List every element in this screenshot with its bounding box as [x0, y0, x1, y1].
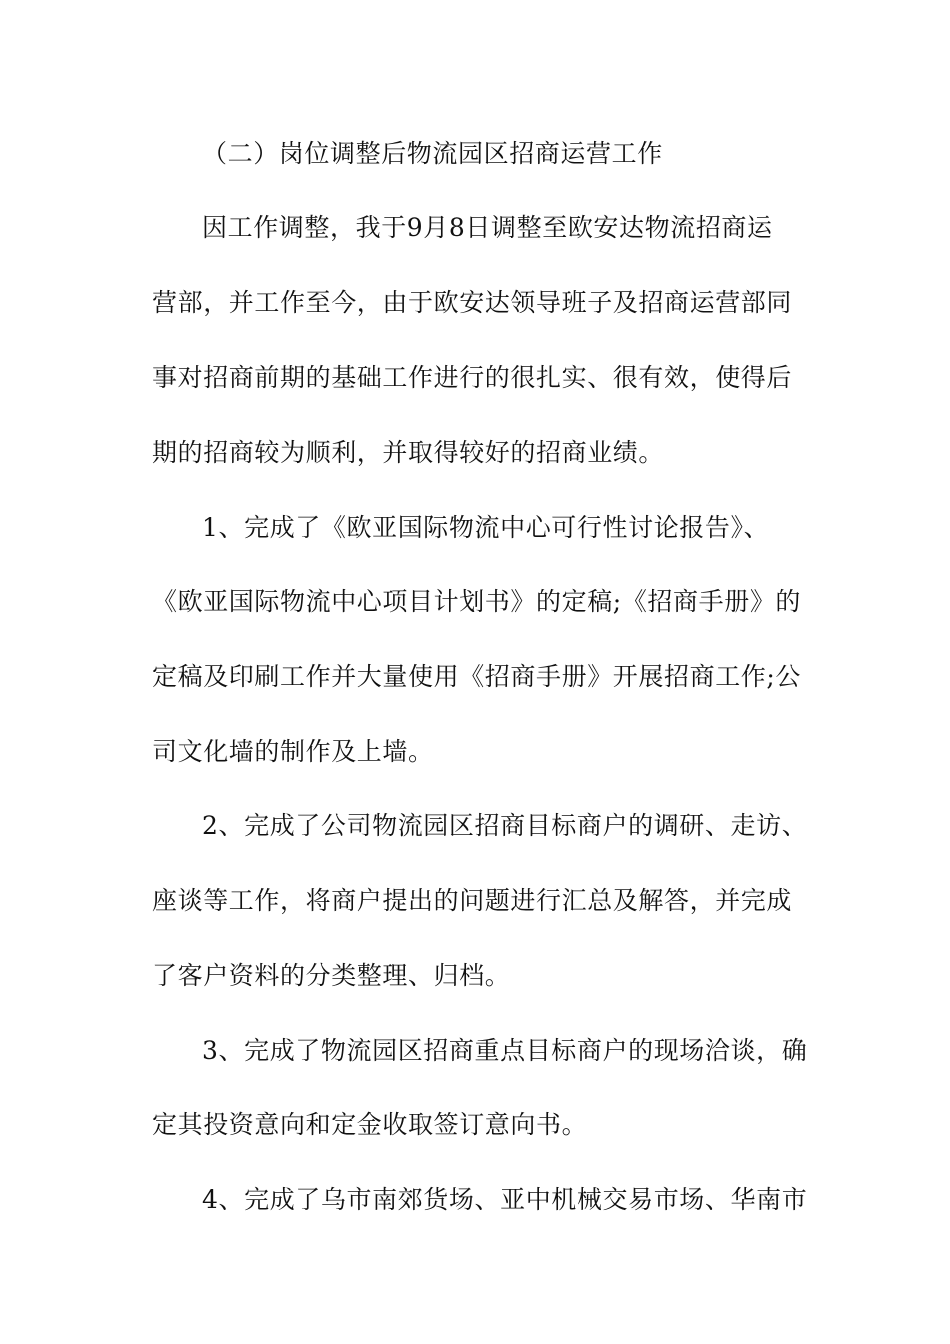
paragraph-line: 定稿及印刷工作并大量使用《招商手册》开展招商工作;公 [152, 662, 802, 691]
paragraph-line: 营部，并工作至今，由于欧安达领导班子及招商运营部同 [152, 288, 793, 317]
paragraph-line: 期的招商较为顺利，并取得较好的招商业绩。 [152, 438, 665, 467]
section-heading: （二）岗位调整后物流园区招商运营工作 [202, 139, 663, 168]
paragraph-line: 司文化墙的制作及上墙。 [152, 737, 434, 766]
paragraph-line: 3、完成了物流园区招商重点目标商户的现场洽谈，确 [202, 1036, 808, 1065]
paragraph-line: 因工作调整，我于9月8日调整至欧安达物流招商运 [202, 213, 773, 242]
paragraph-line: 了客户资料的分类整理、归档。 [152, 961, 511, 990]
paragraph-line: 《欧亚国际物流中心项目计划书》的定稿;《招商手册》的 [152, 587, 802, 616]
paragraph-line: 定其投资意向和定金收取签订意向书。 [152, 1110, 588, 1139]
paragraph-line: 4、完成了乌市南郊货场、亚中机械交易市场、华南市 [202, 1185, 808, 1214]
paragraph-line: 事对招商前期的基础工作进行的很扎实、很有效，使得后 [152, 363, 793, 392]
paragraph-line: 1、完成了《欧亚国际物流中心可行性讨论报告》、 [202, 513, 770, 542]
paragraph-line: 座谈等工作，将商户提出的问题进行汇总及解答，并完成 [152, 886, 793, 915]
paragraph-line: 2、完成了公司物流园区招商目标商户的调研、走访、 [202, 811, 808, 840]
